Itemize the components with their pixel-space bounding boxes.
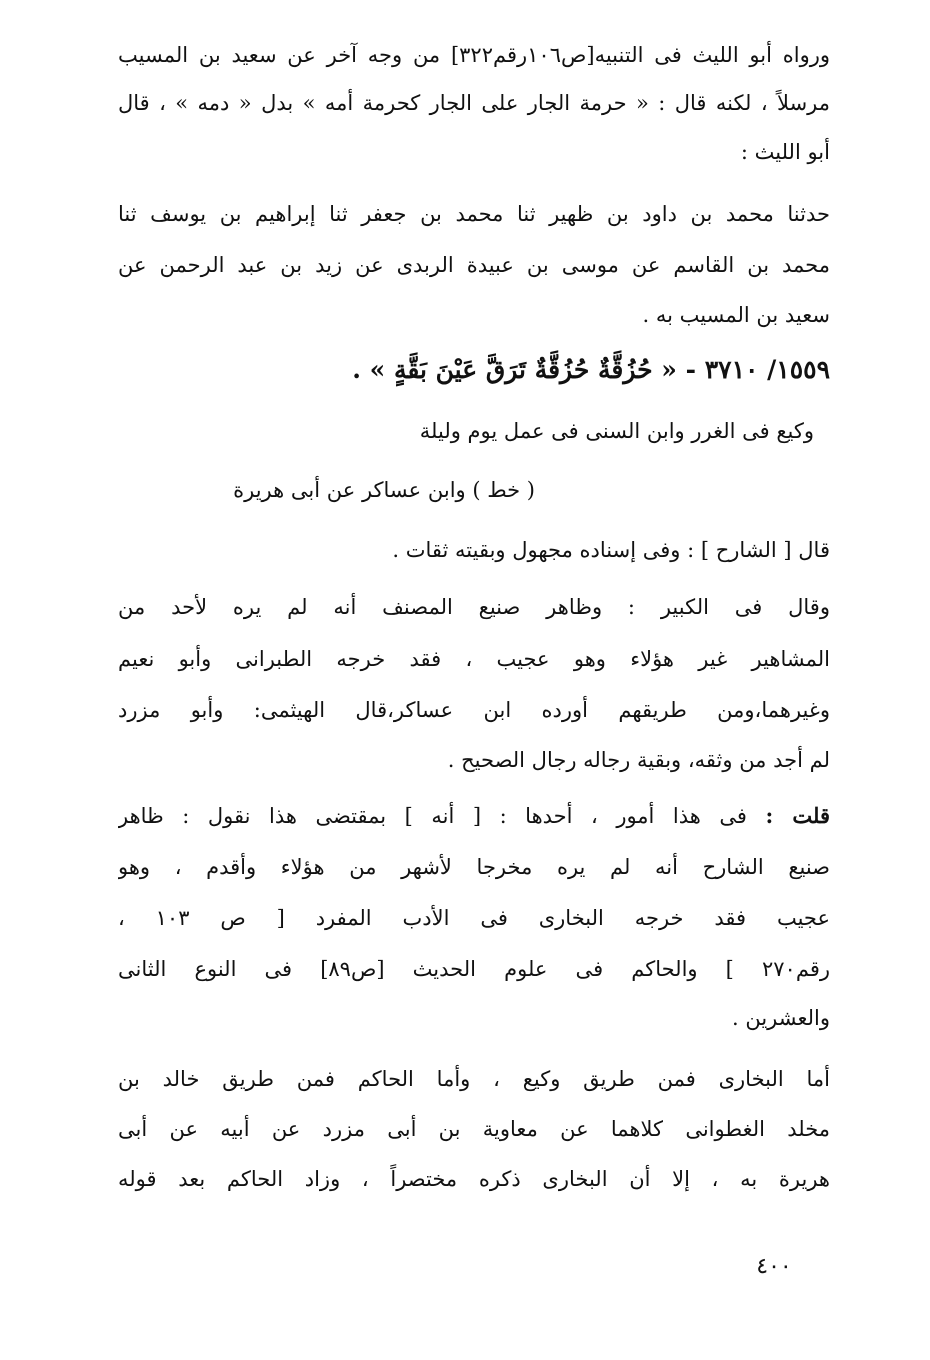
paragraph-5-line-3: هريرة به ، إلا أن البخارى ذكره مختصراً ، وزاد الحاكم بعد قوله (118, 1167, 830, 1191)
paragraph-3-line-1: وقال فى الكبير : وظاهر صنيع المصنف أنه لم يره لأحد من (118, 595, 830, 619)
paragraph-4-line-1: فى هذا أمور ، أحدها : [ أنه ] بمقتضى هذا نقول : ظاهر (118, 804, 747, 828)
page-number: ٤٠٠ (756, 1254, 792, 1279)
paragraph-2-line-1: حدثنا محمد بن داود بن ظهير ثنا محمد بن جعفر ثنا إبراهيم بن يوسف ثنا (118, 202, 830, 226)
paragraph-3-line-2: المشاهير غير هؤلاء وهو عجيب ، فقد خرجه الطبرانى وأبو نعيم (118, 647, 830, 671)
paragraph-4-line-4: رقم٢٧٠ ] والحاكم فى علوم الحديث [ص٨٩] فى النوع الثانى (118, 957, 830, 981)
paragraph-4-line-5: والعشرين . (731, 1006, 830, 1030)
paragraph-3-line-3: وغيرهما،ومن طريقهم أورده ابن عساكر،قال الهيثمى: وأبو مزرد (118, 698, 830, 722)
paragraph-2-line-2: محمد بن القاسم عن موسى بن عبيدة الربدى عن زيد بن عبد الرحمن عن (118, 253, 830, 277)
sources-line-2: ( خط ) وابن عساكر عن أبى هريرة (233, 478, 535, 502)
sharih-remark: قال [ الشارح ] : وفى إسناده مجهول وبقيته ثقات . (392, 538, 830, 562)
paragraph-1-line-2: مرسلاً ، لكنه قال : « حرمة الجار على الجار كحرمة أمه » بدل « دمه » ، قال (118, 91, 830, 115)
hadith-heading: ١٥٥٩/ ٣٧١٠ - « حُزُقَّةٌ حُزُقَّةٌ تَرَقَّ عَيْنَ بَقَّةٍ » . (352, 355, 830, 384)
qultu-lead: قلت : (765, 803, 830, 828)
paragraph-1-line-1: ورواه أبو الليث فى التنبيه[ص١٠٦رقم٣٢٢] من وجه آخر عن سعيد بن المسيب (118, 43, 830, 67)
paragraph-4-line-1-wrapper (118, 801, 830, 831)
paragraph-5-line-2: مخلد الغطوانى كلاهما عن معاوية بن أبى مزرد عن أبيه عن أبى (118, 1117, 830, 1141)
paragraph-4-line-2: صنيع الشارح أنه لم يره مخرجا لأشهر من هؤلاء وأقدم ، وهو (118, 855, 830, 879)
paragraph-2-line-3: سعيد بن المسيب به . (642, 303, 830, 327)
paragraph-5-line-1: أما البخارى فمن طريق وكيع ، وأما الحاكم فمن طريق خالد بن (118, 1067, 830, 1091)
paragraph-3-line-4: لم أجد من وثقه، وبقية رجاله رجال الصحيح . (447, 748, 830, 772)
paragraph-1-line-3: أبو الليث : (740, 140, 830, 164)
paragraph-4-line-3: عجيب فقد خرجه البخارى فى الأدب المفرد [ ص ١٠٣ ، (118, 906, 830, 930)
sources-line-1: وكيع فى الغرر وابن السنى فى عمل يوم وليلة (419, 419, 814, 443)
